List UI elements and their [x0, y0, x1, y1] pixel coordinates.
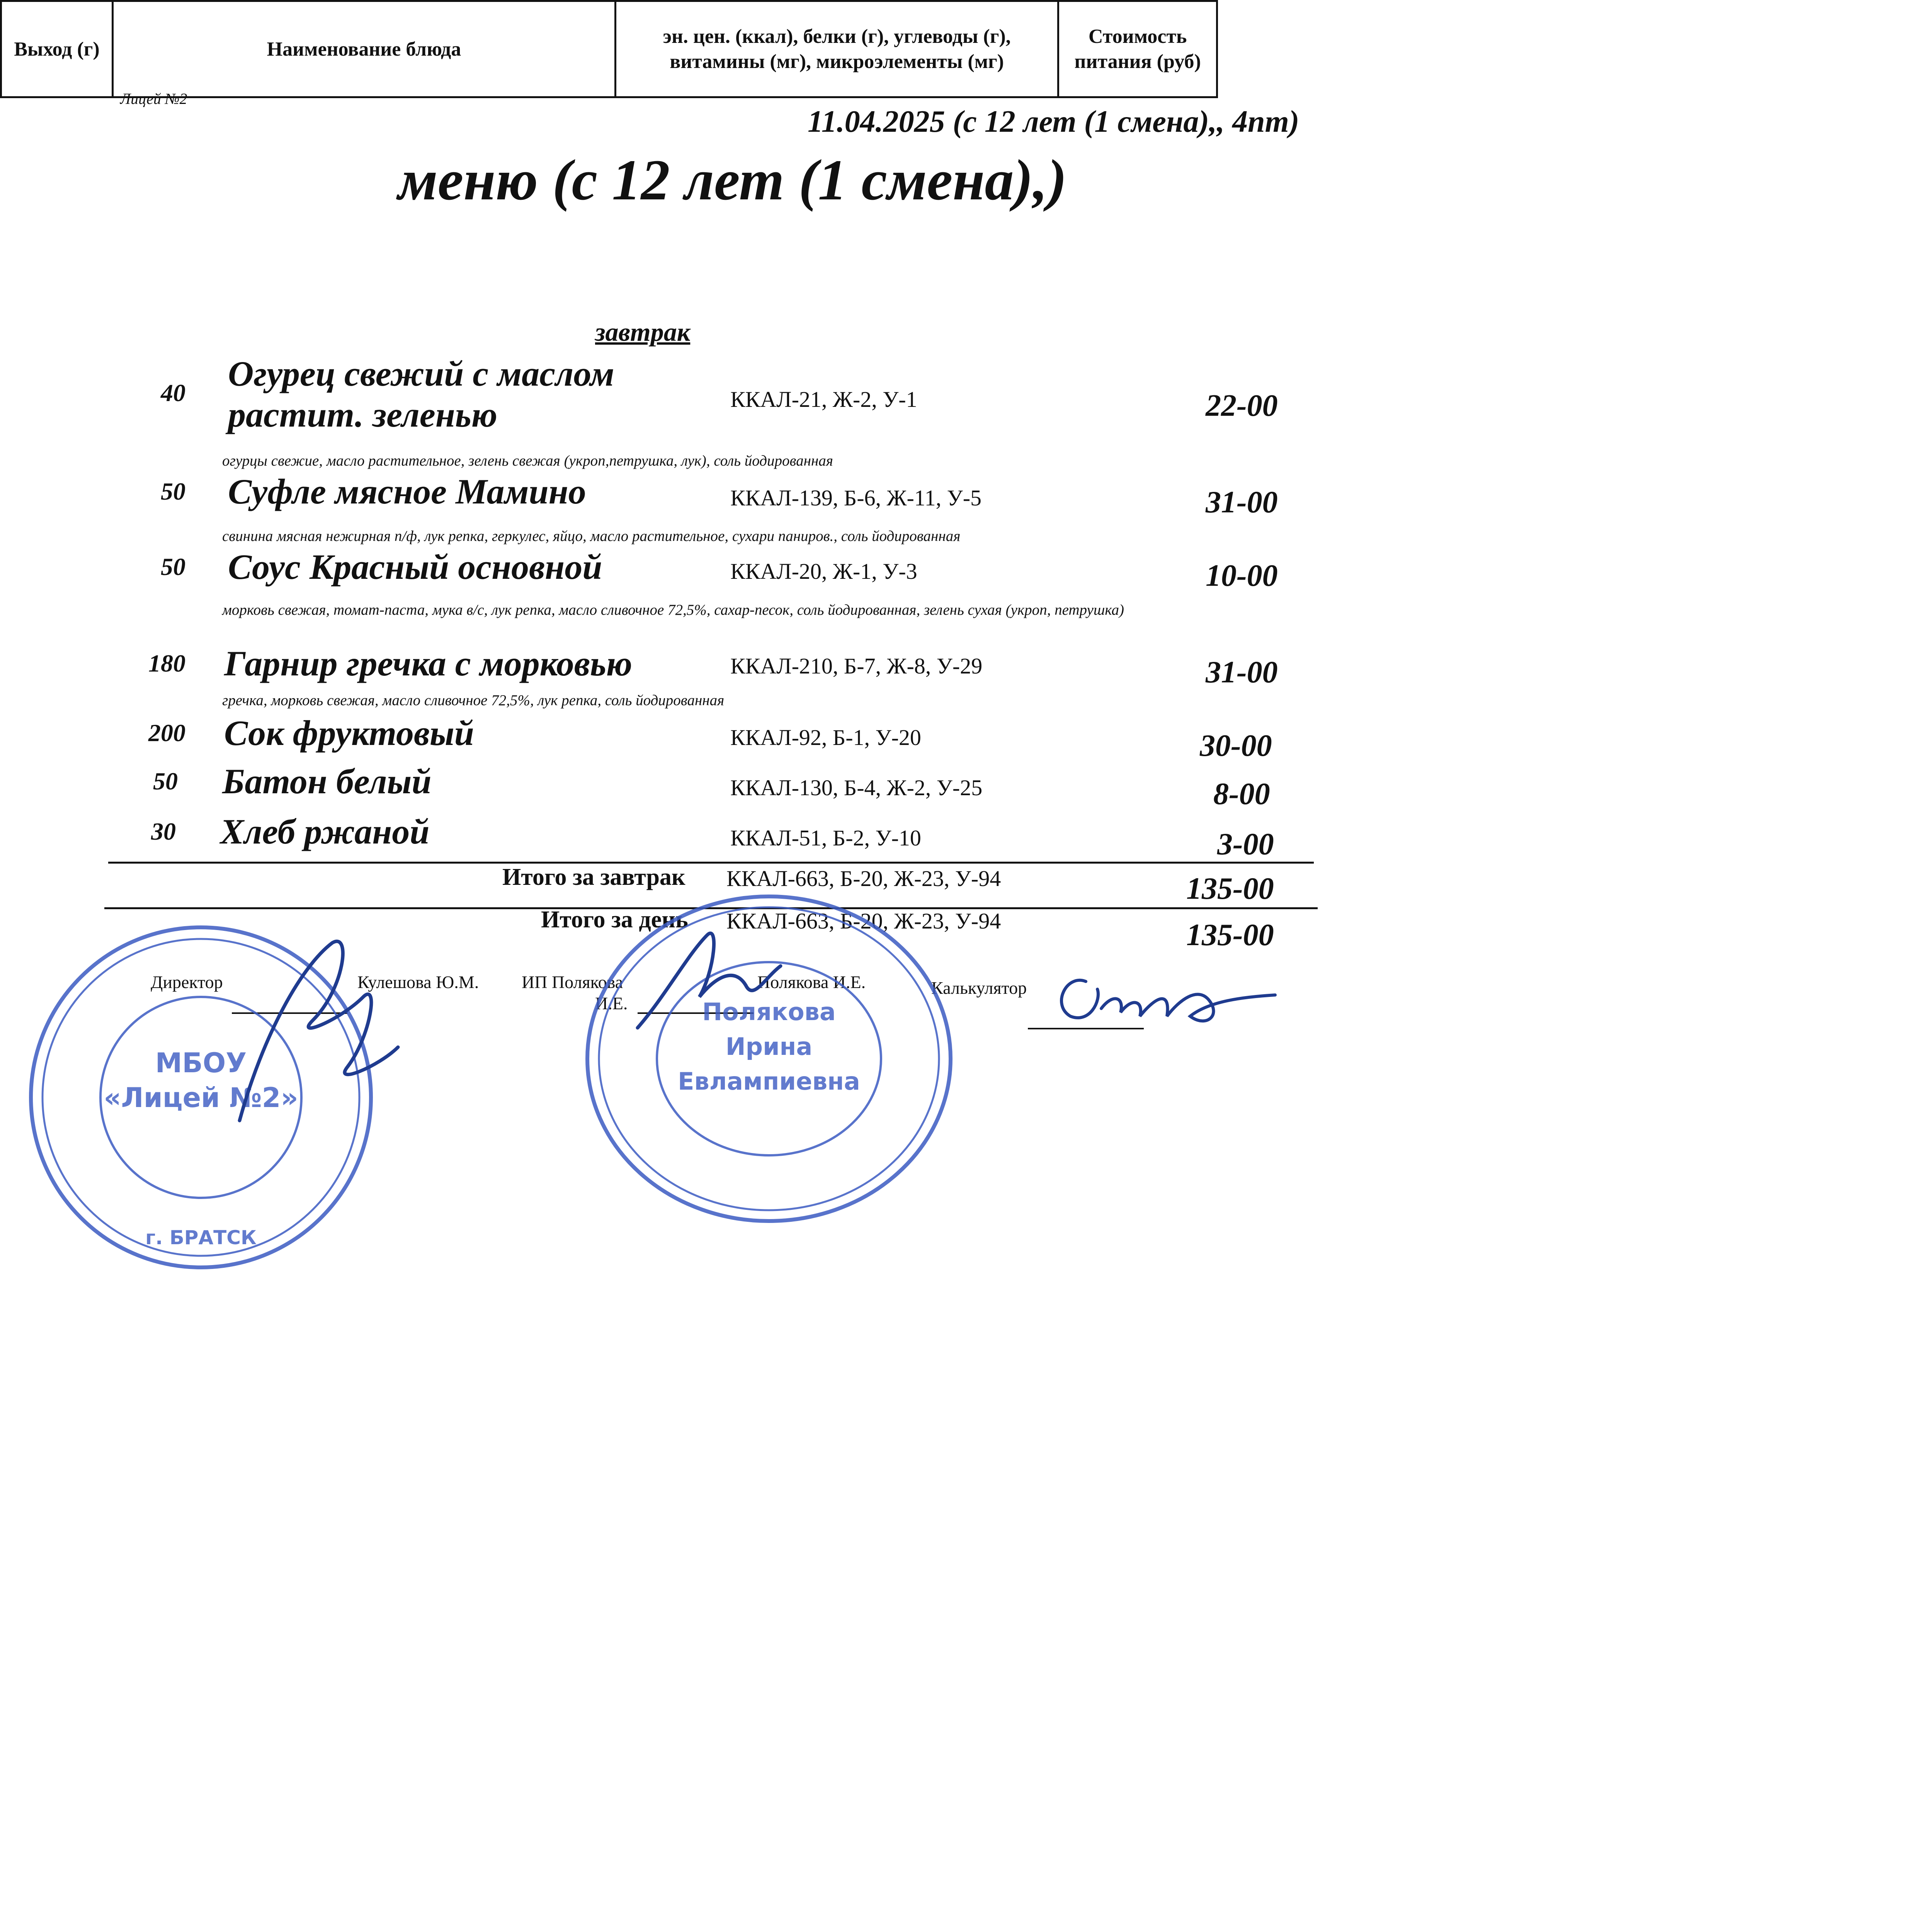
item-price: 30-00: [1200, 729, 1272, 763]
item-nutrition: ККАЛ-210, Б-7, Ж-8, У-29: [730, 653, 983, 679]
col-cost-header: Стоимость питания (руб): [1074, 26, 1201, 73]
total-day-nutrition: ККАЛ-663, Б-20, Ж-23, У-94: [726, 908, 1001, 934]
director-name: Кулешова Ю.М.: [357, 972, 479, 992]
item-name: Соус Красный основной: [228, 547, 602, 587]
total-day-price: 135-00: [1186, 918, 1274, 952]
row-divider: [108, 862, 1314, 864]
item-nutrition: ККАЛ-92, Б-1, У-20: [730, 725, 921, 750]
total-breakfast-label: Итого за завтрак: [502, 864, 685, 890]
item-nutrition: ККАЛ-130, Б-4, Ж-2, У-25: [730, 775, 983, 800]
svg-text:Ирина: Ирина: [725, 1032, 813, 1061]
item-weight: 50: [153, 767, 178, 795]
item-price: 8-00: [1213, 777, 1270, 811]
item-name: Батон белый: [222, 762, 432, 801]
item-nutrition: ККАЛ-139, Б-6, Ж-11, У-5: [730, 485, 982, 510]
item-nutrition: ККАЛ-20, Ж-1, У-3: [730, 559, 917, 584]
total-day-label: Итого за день: [541, 906, 688, 933]
item-weight: 40: [161, 379, 185, 406]
item-price: 3-00: [1217, 827, 1274, 861]
item-price: 10-00: [1206, 559, 1278, 593]
total-breakfast-price: 135-00: [1186, 872, 1274, 906]
item-name: Огурец свежий с маслом растит. зеленью: [228, 354, 614, 434]
svg-text:«Лицей №2»: «Лицей №2»: [104, 1082, 298, 1114]
col-name-header: Наименование блюда: [114, 2, 616, 96]
item-name: Сок фруктовый: [224, 713, 474, 753]
col-weight-header: Выход (г): [2, 2, 114, 96]
item-ingredients: свинина мясная нежирная п/ф, лук репка, геркулес, яйцо, масло растительное, сухари паниров., соль йодированная: [222, 528, 961, 544]
menu-title: меню (с 12 лет (1 смена),): [398, 148, 1067, 212]
date-line: 11.04.2025 (с 12 лет (1 смена),, 4пт): [808, 105, 1300, 139]
svg-text:МБОУ: МБОУ: [155, 1047, 247, 1079]
svg-text:Полякова: Полякова: [702, 998, 836, 1026]
director-label: Директор: [151, 972, 223, 992]
item-price: 31-00: [1206, 655, 1278, 689]
svg-text:Евлампиевна: Евлампиевна: [678, 1067, 860, 1095]
item-name: Суфле мясное Мамино: [228, 472, 586, 511]
item-weight: 200: [148, 719, 185, 747]
ip-label: ИП Полякова: [522, 972, 623, 992]
ip-name: Полякова И.Е.: [757, 972, 866, 992]
item-weight: 50: [161, 553, 185, 580]
item-ingredients: гречка, морковь свежая, масло сливочное 72,5%, лук репка, соль йодированная: [222, 692, 725, 709]
item-nutrition: ККАЛ-21, Ж-2, У-1: [730, 387, 917, 412]
item-name: Хлеб ржаной: [220, 812, 430, 851]
total-breakfast-nutrition: ККАЛ-663, Б-20, Ж-23, У-94: [726, 866, 1001, 891]
col-nutrition-header: эн. цен. (ккал), белки (г), углеводы (г), витамины (мг), микроэлементы (мг): [616, 2, 1059, 96]
item-ingredients: морковь свежая, томат-паста, мука в/с, лук репка, масло сливочное 72,5%, сахар-песок, соль йодированная, зелень сухая (укроп, петрушка): [222, 602, 1124, 618]
item-price: 22-00: [1206, 389, 1278, 423]
school-name: Лицей №2: [120, 90, 187, 107]
calculator-label: Калькулятор: [931, 978, 1027, 998]
item-weight: 180: [148, 650, 185, 677]
item-weight: 30: [151, 818, 176, 845]
item-name: Гарнир гречка с морковью: [224, 644, 633, 683]
ip-signature: [626, 920, 788, 1043]
calculator-signature: [1043, 958, 1283, 1043]
ip-label-initials: И.Е.: [595, 993, 628, 1013]
table-header: [0, 0, 1218, 98]
item-nutrition: ККАЛ-51, Б-2, У-10: [730, 825, 921, 850]
item-weight: 50: [161, 478, 185, 505]
item-price: 31-00: [1206, 485, 1278, 519]
director-signature: [216, 920, 417, 1136]
item-ingredients: огурцы свежие, масло растительное, зелень свежая (укроп,петрушка, лук), соль йодированная: [222, 452, 833, 469]
meal-title: завтрак: [595, 317, 691, 347]
svg-text:г. БРАТСК: г. БРАТСК: [145, 1226, 257, 1249]
